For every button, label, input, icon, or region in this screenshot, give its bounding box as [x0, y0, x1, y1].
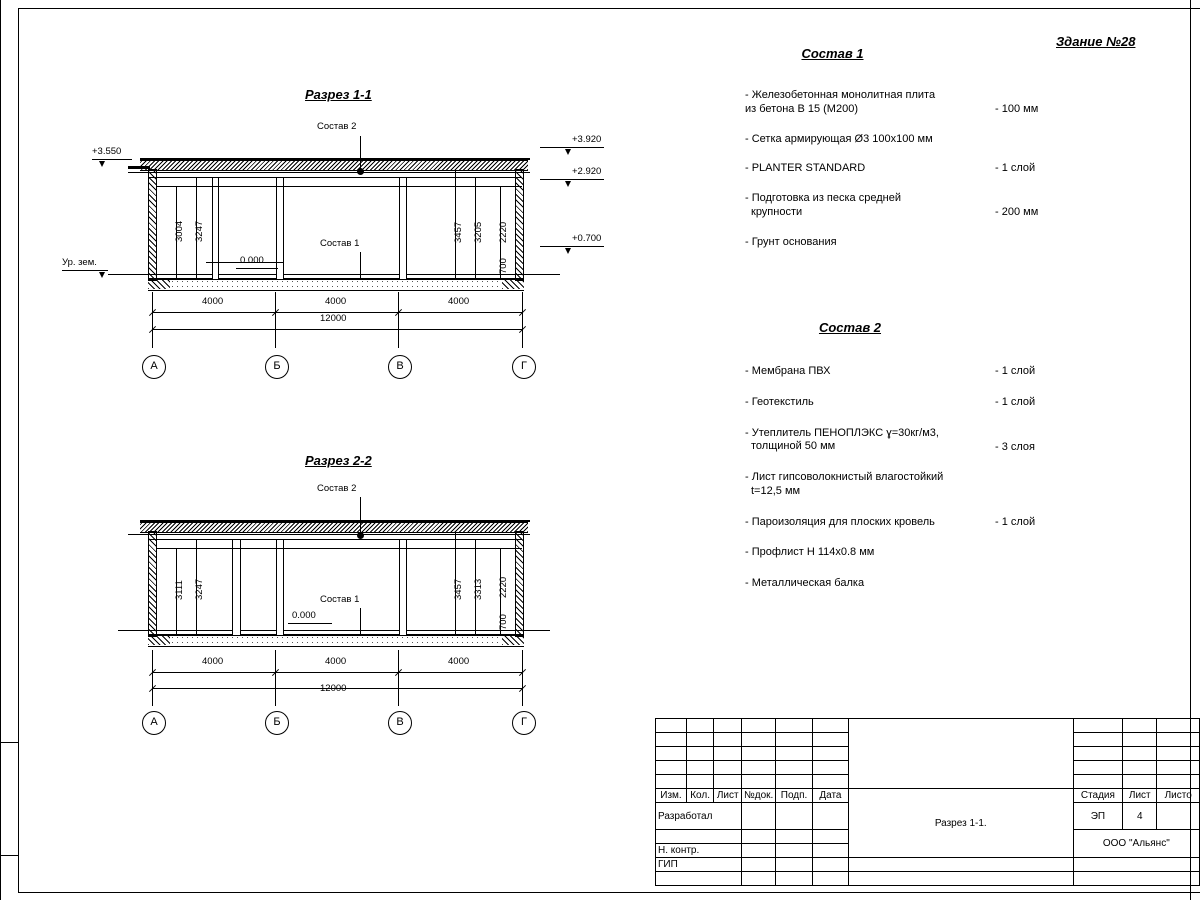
section-2-roof-slab	[140, 522, 528, 533]
spec-2-item	[745, 546, 1105, 560]
section-2-beam-1	[156, 548, 522, 549]
stamp-role-nkontr: Н. контр.	[656, 844, 742, 858]
section-1-elev-2920-line	[540, 179, 604, 180]
section-2-right-wall	[515, 531, 524, 637]
spec-2-item-value: - 1 слой	[995, 515, 1036, 528]
frame-bottom	[18, 892, 1200, 893]
stamp-blank-row	[656, 872, 1200, 886]
section-1-ground-label: Ур. зем.	[62, 257, 97, 268]
stamp-drawing-name: Разрез 1-1.	[848, 789, 1073, 858]
section-1-axis-v: В	[388, 355, 412, 379]
building-number-label: Здание №28	[1056, 34, 1136, 49]
section-2-ground-line-2	[148, 646, 524, 647]
spec-1-item-text: - PLANTER STANDARD	[745, 162, 866, 175]
section-1-ext-g	[522, 292, 523, 348]
spec-1-item	[745, 133, 1105, 147]
section-1-axis-b: Б	[265, 355, 289, 379]
section-1-foundation-right	[502, 279, 524, 289]
spec-1-item-text2: крупности	[751, 205, 803, 218]
spec-2-item	[745, 577, 1105, 591]
section-2-zero-label: 0.000	[292, 610, 316, 621]
spec-1-item-value: - 200 мм	[995, 206, 1039, 218]
spec-1-item	[745, 162, 1105, 176]
section-1-elev-3550-line	[92, 159, 132, 160]
frame-edge-left	[0, 0, 1, 900]
spec-2-item	[745, 471, 1105, 499]
spec-1-item-text: - Подготовка из песка средней	[745, 192, 901, 204]
spec-2-item	[745, 516, 1105, 530]
stamp-sheet-value: 4	[1123, 803, 1157, 830]
spec-1-block	[745, 46, 1105, 249]
stamp-col-podp: Подп.	[776, 789, 813, 803]
spec-2-item-text2: толщиной 50 мм	[751, 440, 836, 453]
section-1-total: 12000	[320, 313, 347, 324]
spec-1-item	[745, 192, 1105, 220]
spec-1-item-value: - 100 мм	[995, 103, 1039, 115]
section-1-ext-b	[275, 292, 276, 348]
section-1-vdim-3004: 3004	[174, 220, 185, 242]
section-1-callout-top: Состав 2	[317, 121, 357, 132]
section-1-span-1: 4000	[202, 296, 224, 307]
section-2-ceiling-line	[148, 539, 522, 540]
frame-fold-mark	[0, 742, 18, 743]
section-1-elev-0700: +0.700	[572, 233, 602, 244]
spec-2-title: Состав 2	[818, 320, 882, 335]
stamp-sheet-header: Лист	[1123, 789, 1157, 803]
stamp-role-razrabotal: Разработал	[656, 803, 742, 830]
section-2-roof-topline	[140, 520, 530, 522]
section-1-ground-line-2	[148, 290, 524, 291]
spec-2-item	[745, 396, 1105, 410]
section-1-ground-fill	[170, 279, 502, 290]
section-1-elev-0700-arrow	[565, 248, 571, 254]
spec-1-item-value: - 1 слой	[995, 162, 1036, 175]
section-1-callout-bottom: Состав 1	[320, 238, 360, 249]
section-2-ext-v	[398, 650, 399, 706]
section-1-roof-topline	[140, 158, 530, 160]
section-2-axis-a: А	[142, 711, 166, 735]
section-1-ground-label-line	[62, 270, 108, 271]
spec-2-item-text: - Профлист Н 114х0.8 мм	[745, 546, 875, 559]
stamp-col-ndok: №док.	[742, 789, 776, 803]
section-2-column-b	[276, 539, 284, 636]
section-1-axis-g: Г	[512, 355, 536, 379]
section-1-wall-cap-left	[128, 166, 150, 169]
section-1-roof-slab	[140, 160, 528, 171]
stamp-header-row	[656, 789, 1200, 803]
spec-2-item-value: - 1 слой	[995, 395, 1036, 408]
section-1-elev-2920-arrow	[565, 181, 571, 187]
section-2-title: Разрез 2-2	[305, 453, 372, 468]
section-1-zero-line	[236, 268, 278, 269]
section-2-ground-line	[118, 630, 550, 631]
stamp-col-kol: Кол.	[686, 789, 713, 803]
section-2-callout-top: Состав 2	[317, 483, 357, 494]
section-2-parapet-line	[128, 534, 530, 535]
section-1-foundation-left	[148, 279, 170, 289]
section-2-dim-spans-line	[152, 672, 522, 673]
section-1-zero-label: 0.000	[240, 255, 264, 266]
section-1-callout-bottom-leader	[360, 252, 361, 280]
stamp-blank-row	[656, 719, 1200, 733]
spec-1-item-text: - Сетка армирующая Ø3 100х100 мм	[745, 132, 933, 145]
stamp-role-row	[656, 858, 1200, 872]
section-1-column-b	[276, 177, 284, 280]
spec-1-item	[745, 89, 1105, 117]
spec-2-item-text: - Геотекстиль	[745, 395, 814, 408]
title-block	[655, 718, 1200, 886]
stamp-sheets-header: Листо	[1157, 789, 1200, 803]
frame-left	[18, 8, 19, 892]
section-1-vdim-2220: 2220	[498, 221, 509, 243]
spec-2-block	[745, 320, 1105, 591]
section-2-left-wall	[148, 531, 157, 637]
section-2-ext-a	[152, 650, 153, 706]
stamp-role-gip: ГИП	[656, 858, 742, 872]
section-2-column-v	[399, 539, 407, 636]
section-1-elev-3920-line	[540, 147, 604, 148]
stamp-col-data: Дата	[812, 789, 848, 803]
spec-1-title: Состав 1	[801, 46, 864, 61]
frame-top	[18, 8, 1200, 9]
section-2-vdim-3457: 3457	[453, 578, 464, 600]
section-1-elev-2920: +2.920	[572, 166, 602, 177]
section-2-vdim-3247: 3247	[194, 578, 205, 600]
stamp-stage-header: Стадия	[1073, 789, 1123, 803]
section-1-partition	[212, 177, 219, 280]
section-2-span-2: 4000	[325, 656, 347, 667]
section-1-span-2: 4000	[325, 296, 347, 307]
spec-2-item-text: - Лист гипсоволокнистый влагостойкий	[745, 471, 944, 483]
section-1-ground-arrow	[99, 272, 105, 278]
section-1-title: Разрез 1-1	[305, 87, 372, 102]
section-2-foundation-left	[148, 635, 170, 645]
section-2-span-1: 4000	[202, 656, 224, 667]
section-1-ext-v	[398, 292, 399, 348]
section-2-axis-v: В	[388, 711, 412, 735]
section-2-vdim-3111: 3111	[174, 580, 185, 600]
frame-fold-mark-2	[0, 855, 18, 856]
stamp-col-list: Лист	[714, 789, 742, 803]
spec-1-item-text2: из бетона В 15 (М200)	[745, 102, 858, 115]
section-1-elev-3550: +3.550	[92, 146, 122, 157]
stamp-stage-value: ЭП	[1073, 803, 1123, 830]
section-1-elev-3920-arrow	[565, 149, 571, 155]
section-1-elev-3920: +3.920	[572, 134, 602, 145]
section-2-total: 12000	[320, 683, 347, 694]
section-1-axis-a: А	[142, 355, 166, 379]
spec-2-item-text2: t=12,5 мм	[751, 484, 801, 497]
section-2-axis-g: Г	[512, 711, 536, 735]
section-1-ext-a	[152, 292, 153, 348]
section-2-zero-line	[288, 623, 332, 624]
section-2-vdim-2220: 2220	[498, 576, 509, 598]
spec-1-item-text: - Грунт основания	[745, 235, 837, 248]
section-1-column-v	[399, 177, 407, 280]
section-1-elev-0700-line	[540, 246, 604, 247]
spec-2-item-value: - 3 слоя	[995, 440, 1036, 453]
spec-2-item-text: - Мембрана ПВХ	[745, 365, 831, 377]
section-2-ext-b	[275, 650, 276, 706]
section-1-beam-1	[156, 186, 522, 187]
section-2-partition	[232, 539, 241, 636]
spec-2-item	[745, 427, 1105, 455]
section-2-ext-g	[522, 650, 523, 706]
spec-2-item-text: - Металлическая балка	[745, 577, 865, 589]
section-2-vdim-3313: 3313	[473, 578, 484, 600]
section-1-ceiling-line	[148, 177, 522, 178]
section-1-span-3: 4000	[448, 296, 470, 307]
stamp-role-empty	[656, 830, 742, 844]
spec-2-item	[745, 365, 1105, 379]
section-1-vdim-3457: 3457	[453, 221, 464, 243]
section-1-elev-3550-arrow	[99, 161, 105, 167]
spec-2-item-text: - Пароизоляция для плоских кровель	[745, 515, 935, 528]
section-1-vdim-3247: 3247	[194, 220, 205, 242]
stamp-company: ООО "Альянс"	[1073, 830, 1199, 858]
section-2-ground-fill	[170, 635, 502, 646]
section-1-vdim-700: 700	[498, 258, 509, 274]
section-2-foundation-right	[502, 635, 524, 645]
spec-1-item	[745, 236, 1105, 250]
section-2-span-3: 4000	[448, 656, 470, 667]
stamp-col-izm: Изм.	[656, 789, 687, 803]
section-1-dim-total-line	[152, 329, 522, 330]
spec-2-item-text: - Утеплитель ПЕНОПЛЭКС ɣ=30кг/м3,	[745, 426, 939, 439]
section-1-vdim-3205: 3205	[473, 221, 484, 243]
section-1-parapet-line	[128, 172, 530, 173]
section-2-vdim-700: 700	[498, 614, 509, 630]
spec-2-item-value: - 1 слой	[995, 365, 1036, 377]
spec-1-item-text: - Железобетонная монолитная плита	[745, 89, 936, 101]
section-2-callout-bottom-leader	[360, 608, 361, 636]
section-2-axis-b: Б	[265, 711, 289, 735]
section-2-callout-bottom: Состав 1	[320, 594, 360, 605]
